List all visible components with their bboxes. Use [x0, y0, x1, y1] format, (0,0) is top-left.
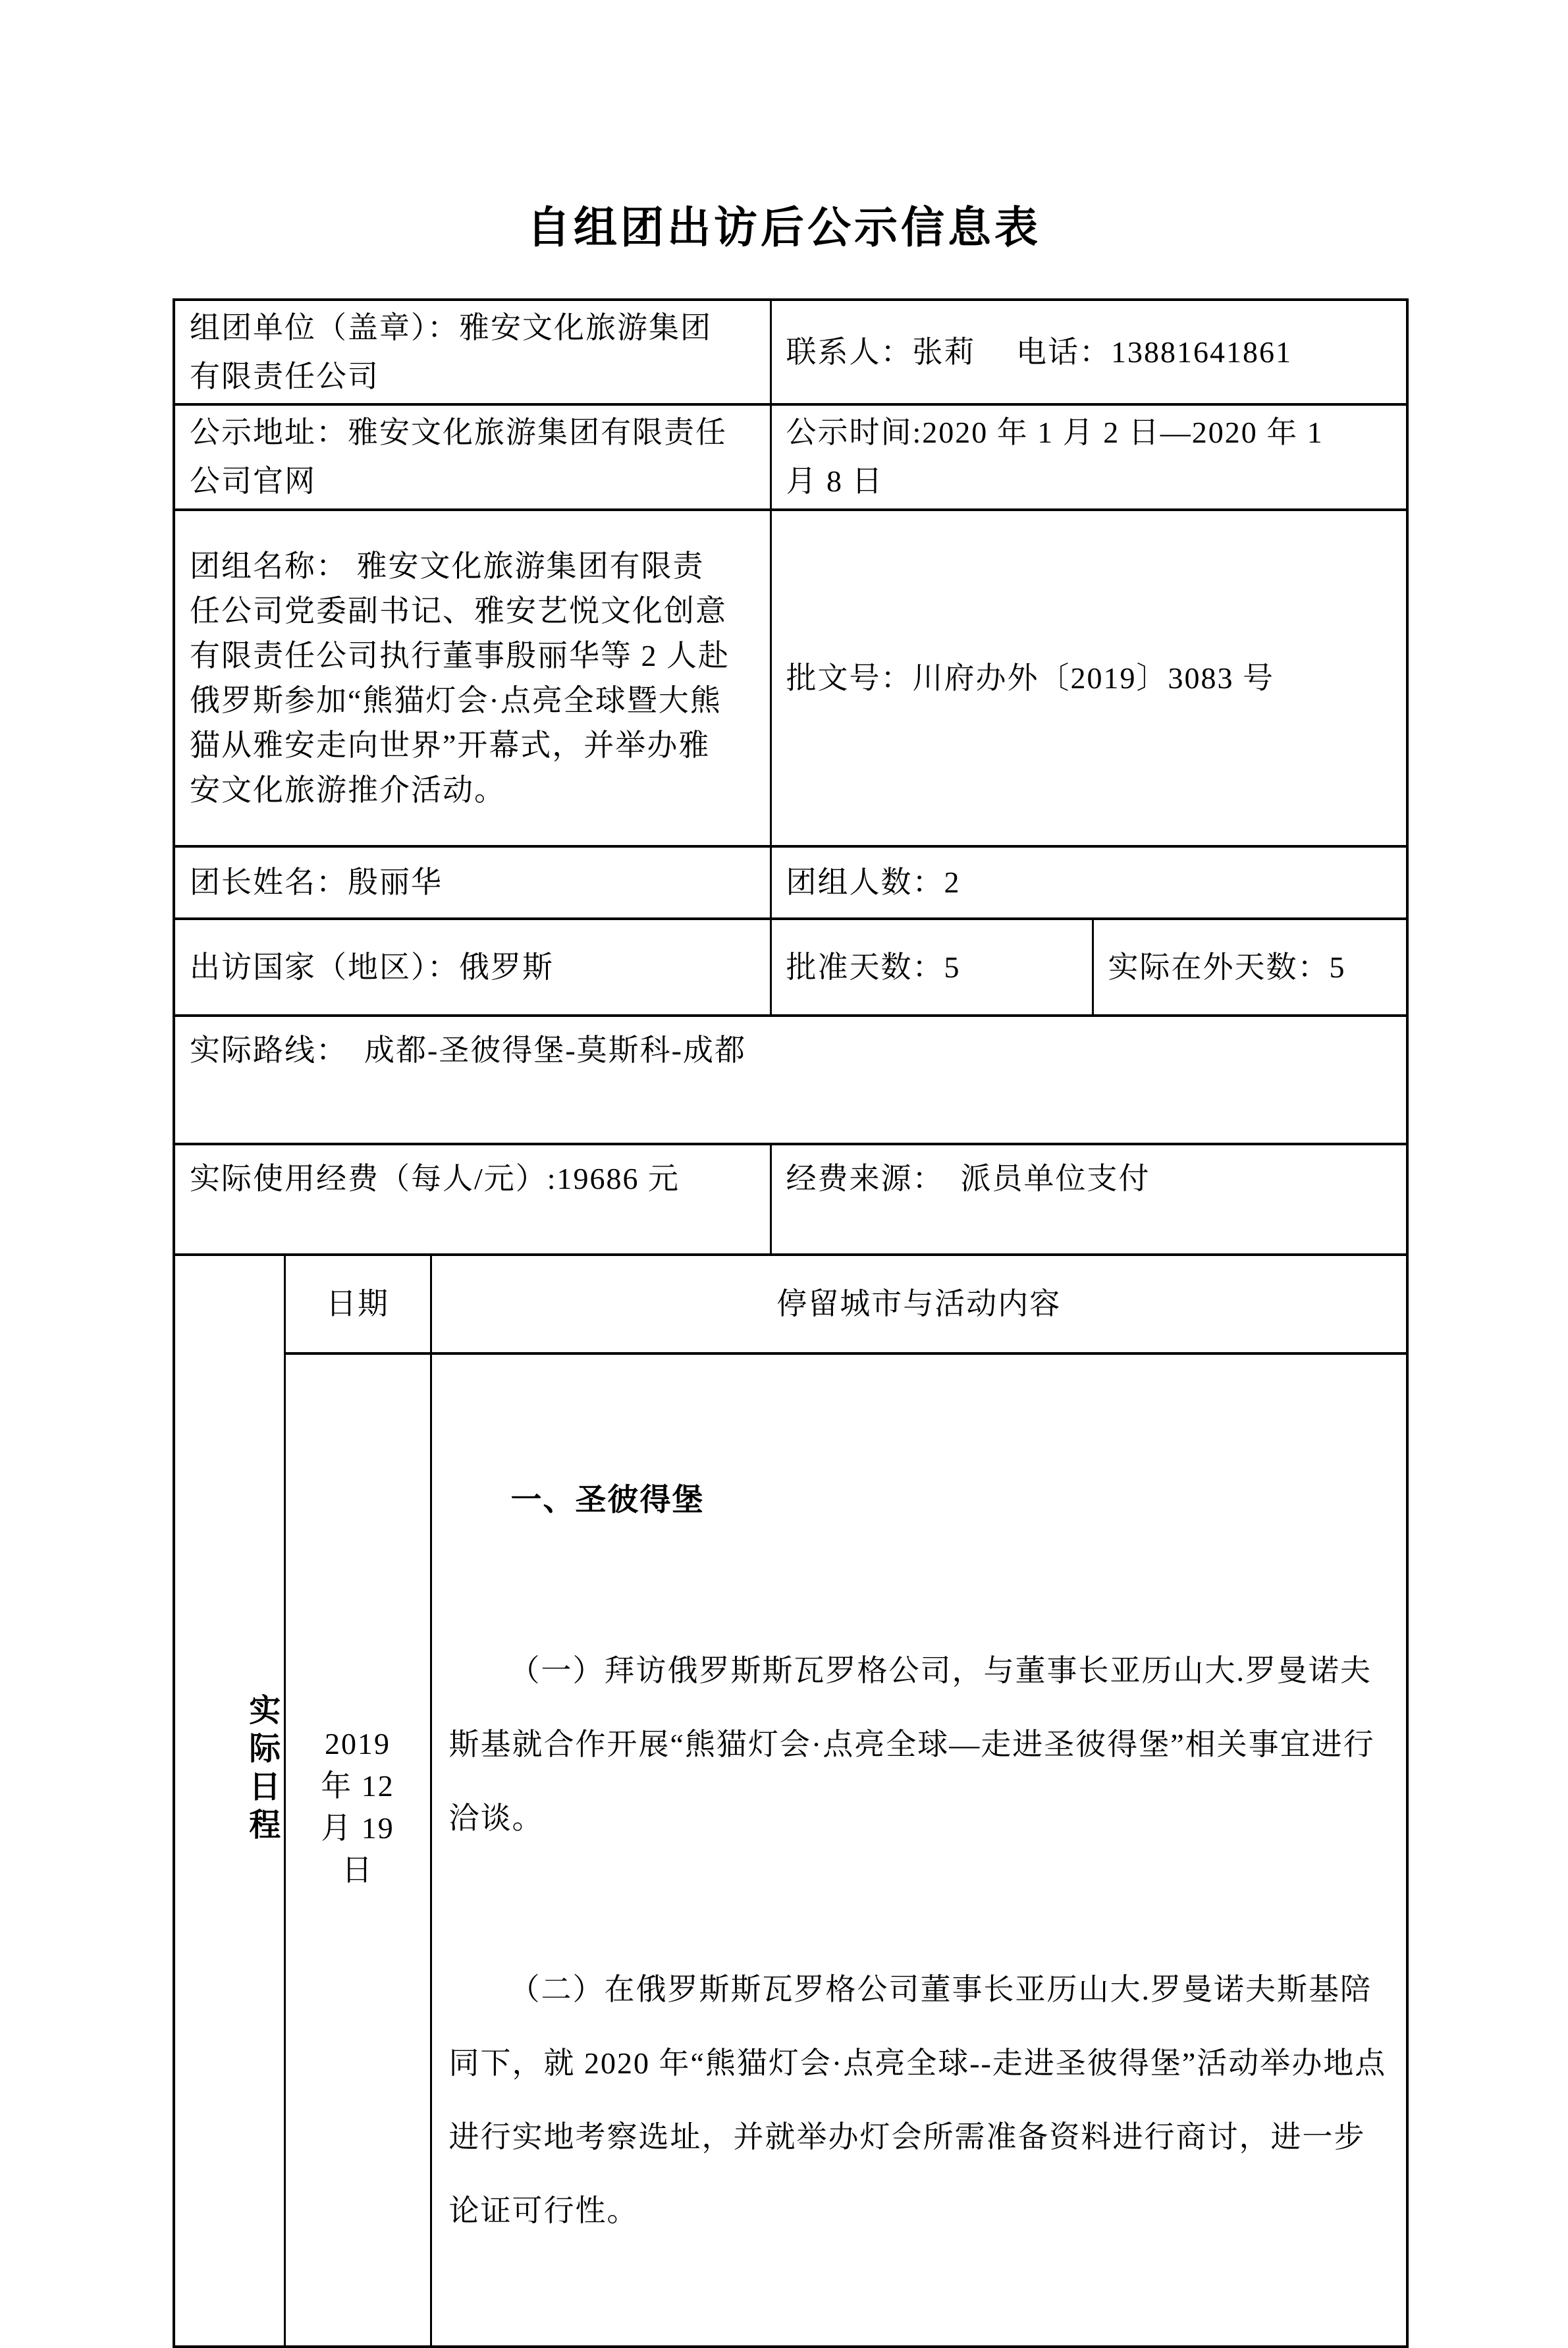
date-header-cell: 日期: [284, 1255, 431, 1353]
leader-name-cell: 团长姓名：殷丽华: [174, 846, 770, 919]
approved-days-cell: 批准天数：5: [770, 919, 1093, 1016]
row-route: [174, 1016, 1407, 1144]
info-table: [173, 298, 1409, 2348]
org-unit-cell: 组团单位（盖章）：雅安文化旅游集团有限责任公司: [174, 300, 770, 404]
row-org-unit: [174, 300, 1407, 404]
funding-source-cell: 经费来源： 派员单位支付: [770, 1144, 1407, 1255]
publicity-time-cell: 公示时间:2020 年 1 月 2 日—2020 年 1 月 8 日: [770, 404, 1407, 510]
group-size-cell: 团组人数：2: [770, 846, 1407, 919]
schedule-content-cell: [431, 1353, 1407, 2347]
activity-paragraph: （二）在俄罗斯斯瓦罗格公司董事长亚历山大.罗曼诺夫斯基陪同下，就 2020 年“熊猫灯会·点亮全球--走进圣彼得堡”活动举办地点进行实地考察选址，并就举办灯会所需准备资料进行商讨，进一步论证可行性。: [448, 1973, 1387, 2227]
row-group-name: [174, 510, 1407, 846]
destination-cell: 出访国家（地区）：俄罗斯: [174, 919, 770, 1016]
row-schedule-entry: [174, 1353, 1407, 2347]
row-publicity: [174, 404, 1407, 510]
schedule-date-cell: 2019 年 12 月 19 日: [284, 1353, 431, 2347]
publicity-address-cell: 公示地址：雅安文化旅游集团有限责任公司官网: [174, 404, 770, 510]
content-header-cell: 停留城市与活动内容: [431, 1255, 1407, 1353]
row-leader: [174, 846, 1407, 919]
schedule-section-label: 实际日程: [249, 1693, 281, 1843]
activity-paragraph: （一）拜访俄罗斯斯瓦罗格公司，与董事长亚历山大.罗曼诺夫斯基就合作开展“熊猫灯会·点亮全球—走进圣彼得堡”相关事宜进行洽谈。: [448, 1654, 1375, 1835]
group-name-cell: 团组名称： 雅安文化旅游集团有限责任公司党委副书记、雅安艺悦文化创意有限责任公司执行董事殷丽华等 2 人赴俄罗斯参加“熊猫灯会·点亮全球暨大熊猫从雅安走向世界”开幕式，并举办雅安文化旅游推介活动。: [174, 510, 770, 846]
actual-days-cell: 实际在外天数：5: [1093, 919, 1407, 1016]
actual-route-cell: 实际路线： 成都-圣彼得堡-莫斯科-成都: [174, 1016, 1407, 1144]
row-schedule-header: [174, 1255, 1407, 1353]
approval-no-cell: 批文号：川府办外〔2019〕3083 号: [770, 510, 1407, 846]
schedule-section-label-cell: [174, 1255, 284, 2347]
row-cost: [174, 1144, 1407, 1255]
page-title: 自组团出访后公示信息表: [527, 204, 1041, 252]
contact-cell: 联系人：张莉 电话：13881641861: [770, 300, 1407, 404]
actual-cost-cell: 实际使用经费（每人/元）:19686 元: [174, 1144, 770, 1255]
city-heading: 一、圣彼得堡: [510, 1482, 705, 1517]
row-destination: [174, 919, 1407, 1016]
